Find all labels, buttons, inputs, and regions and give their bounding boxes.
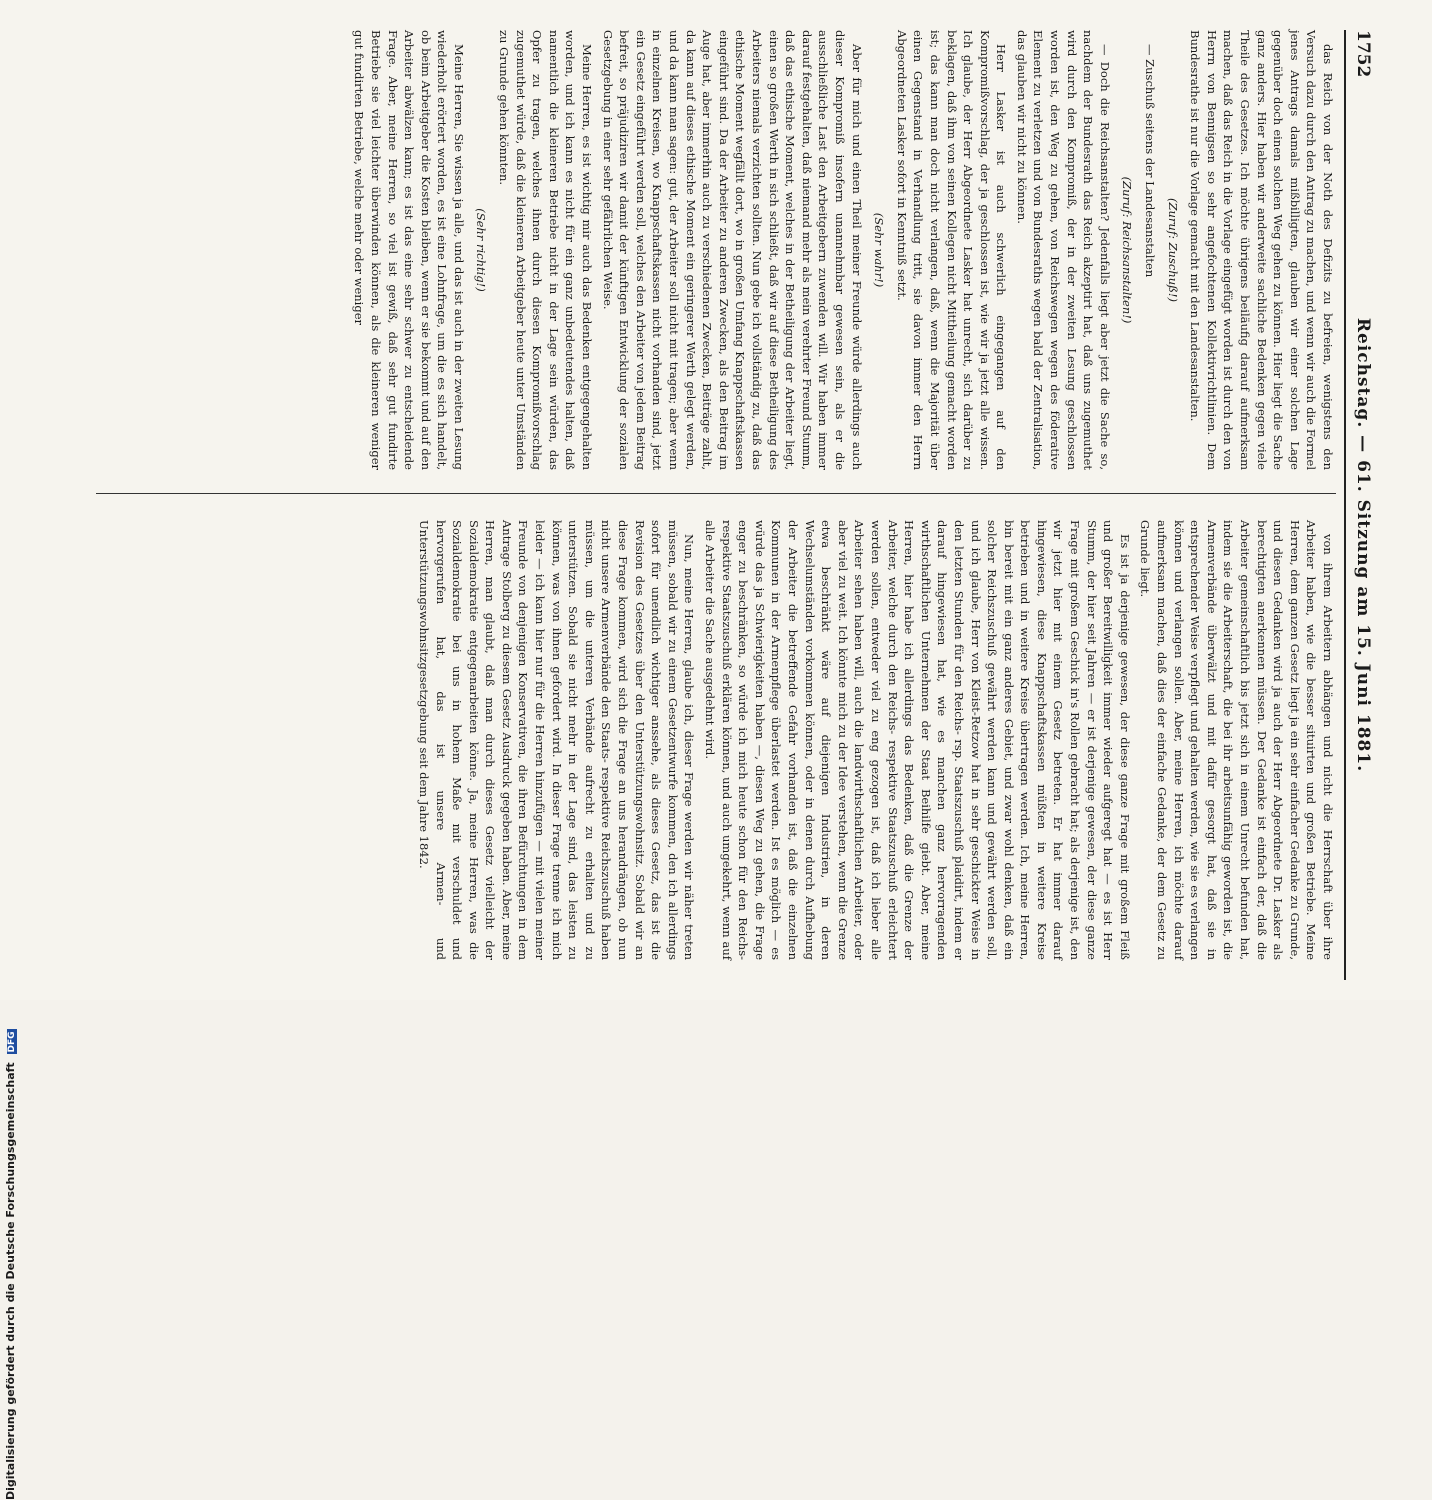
page-number: 1752: [1353, 30, 1373, 78]
paragraph: Meine Herren, Sie wissen ja alle, und das ist auch in der zweiten Lesung wiederholt erörtert worden, es ist eine Lohnfrage, um die es sich handelt, ob beim Arbeitgeber die Kosten bleiben, wenn er sie bekommt und auf den Arbeiter abwälzen kann; es ist das eine sehr schwer zu entscheidende Frage. Aber, meine Herren, so viel ist gewiß, daß sehr gut fundirte Betriebe sie viel leichter überwinden können, als die kleineren weniger gut fundirten Betriebe, welche mehr oder weniger: [352, 30, 466, 470]
page-title: Reichstag. — 61. Sitzung am 15. Juni 1881.: [1353, 317, 1373, 773]
paragraph: Nun, meine Herren, glaube ich, dieser Frage werden wir näher treten müssen, sobald wir zu einem Gesetzentwurfe kommen, den ich allerdings sofort für unendlich wichtiger anssehe, als dieses Gesetz, das ist die Revision des Gesetzes über den Unterstützungswohnsitz. Sobald wir an diese Frage kommen, wird sich die Frage an uns herandrängen, ob nun nicht unsere Armenverbände den Staats- respektive Reichszuschuß haben müssen, um die unteren Verbände aufrecht zu erhalten und zu unterstützen. Sobald sie nicht mehr in der Lage sind, das leisten zu können, was von ihnen gefordert wird. In dieser Frage trenne ich mich leider — ich kann hier nur für die Herren hinzufügen — mit vielen meiner Freunde von denjenigen Konservativen, die ihren Befürchtungen in dem Antrage Stolberg zu diesem Gesetz Ausdruck gegeben haben. Aber, meine Herren, man glaubt, daß man durch dieses Gesetz vielleicht der Sozialdemokratie entgegenarbeiten könne. Ja, meine Herren, was die Sozialdemokratie bei uns in hohem Maße mit verschuldet und hervorgerufen hat, das ist unsere Armen- und Unterstützungswohnsitzgesetzgebung seit dem Jahre 1842.: [416, 520, 697, 960]
interjection: (Zuruf: Zuschuß!): [1165, 198, 1180, 302]
paragraph: Meine Herren, es ist wichtig mir auch das Bedenken entgegengehalten worden, und ich kann es nicht für ein ganz unbedeutendes halten, daß namentlich die kleineren Betriebe nicht in der Lage sein würden, das Opfer zu tragen, welches ihnen durch diesen Kompromißvorschlag zugemuthet würde, daß die kleineren Arbeitgeber heute unter Umständen zu Grunde gehen könnten.: [497, 30, 595, 470]
interjection: (Zuruf: Reichsanstalten!): [1120, 176, 1135, 324]
page-header: [1344, 30, 1380, 980]
dfg-logo: DFG: [7, 1031, 17, 1053]
rotated-content: [80, 30, 1380, 980]
left-column: [347, 30, 1336, 470]
column-divider: [96, 493, 1336, 494]
interjection: (Sehr richtig!): [474, 208, 489, 292]
paragraph: von ihrem Arbeitern abhängen und nicht die Herrschaft über ihre Arbeiter haben, wie die besser situirten und großen Betriebe. Meine Herren, dem ganzen Gesetz liegt ja ein sehr einfacher Gedanke zu Grunde, und diesen Gedanken wird ja auch der Herr Abgeordnete Dr. Lasker als berechtigten anerkennen müssen. Der Gedanke ist einfach der, daß die Arbeiter gemeinschaftlich bis jetzt sich in einem Unrecht befunden hat, indem sie die Arbeiterschaft, die bei ihr arbeitsunfähig geworden ist, die Armenverbände überwälzt und mit dafür gesorgt hat, daß sie in entsprechender Weise verpflegt und gehalten werden, wie sie es verlangen können und verlangen sollen. Aber, meine Herren, ich möchte darauf aufmerksam machen, daß dies der einfache Gedanke, der dem Gesetz zu Grunde liegt.: [1138, 520, 1335, 960]
paragraph: Herr Lasker ist auch schwerlich eingegangen auf den Kompromißvorschlag, der ja geschlossen ist, wie wir ja jetzt alle wissen. Ich glaube, der Herr Abgeordnete Lasker hat unrecht, sich darüber zu beklagen, daß ihm von seinen Kollegen nicht Mittheilung gemacht worden ist; das kann man doch nicht verlangen, daß, wenn die Majorität über einen Gegenstand in Verhandlung tritt, sie davon immer den Herrn Abgeordneten Lasker sofort in Kenntniß setzt.: [894, 30, 1009, 470]
digitization-credit: [4, 500, 24, 1500]
paragraph: — Doch die Reichsanstalten? Jedenfalls liegt aber jetzt die Sache so, nachdem der Bundesrath das Reich akzeptirt hat, daß uns zugemuthet wird durch den Kompromiß, der in der zweiten Lesung geschlossen worden ist, den Weg zu gehen, von Reichswegen wegen des föderative Element zu verletzen und von Bundesraths wegen bald der Zentralisation, das glauben wir nicht zu können.: [1014, 30, 1112, 470]
interjection: (Sehr wahr!): [872, 212, 887, 288]
paragraph: Aber für mich und einen Theil meiner Freunde würde allerdings auch dieser Kompromiß insofern unannehmbar gewesen sein, als er die ausschließliche Last den Arbeitgebern zuwenden will. Wir haben immer darauf festgehalten, daß niemand mehr als mein verehrter Freund Stumm, daß das ethische Moment, welches in der Betheiligung der Arbeiter liegt, einen so großen Werth in sich schließt, daß wir auf diese Betheiligung des Arbeiters niemals verzichten sollten. Nun gebe ich vollständig zu, daß das ethische Moment wegfällt dort, wo in großen Umfang Knappschaftskassen eingeführt sind. Da der Arbeiter zu anderen Zwecken, als den Beitrag im Auge hat, aber immerhin auch zu verschiedenen Zwecken, Beiträge zahlt, da kann auf dieses ethische Moment ein geringerer Werth gelegt werden, und da kann man sagen: gut, der Arbeiter soll nicht mit tragen; aber wenn in einzelnen Kreisen, wo Knappschaftskassen nicht vorhanden sind, jetzt ein Gesetz eingeführt werden soll, welches den Arbeiter von jedem Beitrag befreit, so präjudiziren wir damit der künftigen Entwicklung der sozialen Gesetzgebung in einer sehr gefährlichen Weise.: [600, 30, 864, 470]
paragraph: Es ist ja derjenige gewesen, der diese ganze Frage mit großem Fleiß und großer Bereitwilligkeit immer wieder aufgeregt hat — es ist Herr Stumm, der hier seit Jahren — er ist derjenige gewesen, der diese ganze Frage mit großem Geschick in's Rollen gebracht hat; als derjenige ist, den wir jetzt hier mit einem Gesetz betreten. Er hat immer darauf hingewiesen, diese Knappschaftskassen müßten in weitere Kreise betrieben und in weitere Kreise übertragen werden. Ich, meine Herren, bin bereit mit ein ganz anderes Gebiet, und zwar wohl denken, daß ein solcher Reichszuschuß gewährt werden kann und gewährt werden soll, und ich glaube, Herr von Kleist-Retzow hat in sehr geschickter Weise in den letzten Stunden für den Reichs- rsp. Staatszuschuß plaidirt, indem er darauf hingewiesen hat, wie es manchen ganz hervorragenden wirthschaftlichen Unternehmen der Staat Beihilfe giebt. Aber, meine Herren, hier habe ich allerdings das Bedenken, daß die Grenze der Arbeiter, welche durch den Reichs- respektive Staatszuschuß erleichtert werden sollen, entweder viel zu eng gezogen ist, daß ich lieber alle Arbeiter sehen haben will, auch die landwirthschaftlichen Arbeiter, oder aber viel zu weit. Ich könnte mich zu der Idee verstehen, wenn die Grenze etwa beschränkt wäre auf diejenigen Industrien, in deren Wechselumständen vorkommen können, oder in denen durch Aufhebung der Arbeiter die betreffende Gefahr vorhanden ist, daß die einzelnen Kommunen in der Armenpflege überlastet werden. Ist es möglich — es würde das ja Schwierigkeiten haben —, diesen Weg zu gehen, die Frage enger zu beschränken, so würde ich mich heute schon für den Reichs- respektive Staatszuschuß erklären können, und auch umgekehrt, wenn auf alle Arbeiter die Sache ausgedehnt wird.: [703, 520, 1132, 960]
right-column: [411, 520, 1336, 960]
paragraph: — Zuschuß seitens der Landesanstalten: [1143, 44, 1158, 278]
credit-text: Digitalisierung gefördert durch die Deutsche Forschungsgemeinschaft: [4, 1062, 17, 1500]
paragraph: das Reich von der Noth des Defizits zu befreien, wenigstens den Versuch dazu durch den Antrag zu machen, und wenn wir auch die Formel jenes Antrags damals mißbilligten, glauben wir einer solchen Lage gegenüber doch einen solchen Weg gehen zu können. Hier liegt die Sache ganz anders. Hier haben wir anderweite sachliche Bedenken gegen viele Theile des Gesetzes. Ich möchte übrigens beiläufig darauf aufmerksam machen, daß das Reich in die Vorlage eingefügt worden ist durch den von Herrn von Bennigsen so sehr angefochtenen Kollektivrichtlinien. Dem Bundesrathe ist nur die Vorlage gemacht mit den Landesanstalten.: [1188, 30, 1335, 470]
